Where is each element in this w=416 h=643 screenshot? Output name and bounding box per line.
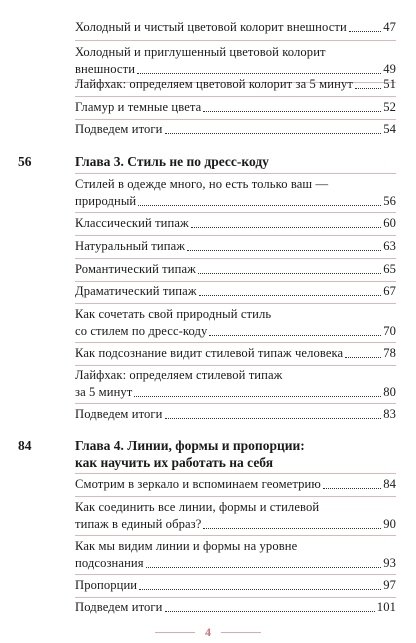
entry-page: 84 [383,477,396,491]
entry-cool-clear-color[interactable] [75,19,396,36]
entry-proportions[interactable] [75,577,396,594]
dot-leader [191,227,381,228]
entry-summary-ch3[interactable] [75,406,396,423]
row-divider [75,281,396,282]
dot-leader [203,528,381,529]
dot-leader [199,295,382,296]
entry-page: 63 [383,239,396,253]
chapter-3-number: 56 [18,154,32,169]
entry-summary-top[interactable] [75,121,396,138]
entry-page: 90 [383,517,396,531]
entry-title-line: Как сочетать свой природный стиль [75,307,272,321]
dot-leader [165,611,375,612]
dot-leader [139,589,381,590]
entry-lifehack-style[interactable] [75,367,396,401]
entry-title-line: Как соединить все линии, формы и стилевой [75,500,320,514]
row-divider [75,473,396,474]
chapter-3-title[interactable]: Глава 3. Стиль не по дресс-коду [75,154,269,169]
entry-page: 78 [383,346,396,360]
entry-title-line: Как мы видим линии и формы на уровне [75,539,298,553]
entry-title: Подведем итоги [75,407,163,421]
dot-leader [355,88,381,89]
entry-title: Романтический типаж [75,262,196,276]
entry-title-line: внешности [75,62,136,76]
entry-natural-type[interactable] [75,238,396,255]
entry-mirror-geometry[interactable] [75,476,396,493]
entry-title-line: подсознания [75,556,144,570]
entry-lines-subconscious[interactable] [75,538,396,572]
entry-page: 83 [383,407,396,421]
entry-title: Пропорции [75,578,138,592]
row-divider [75,597,396,598]
row-divider [75,40,396,41]
entry-title-line: Холодный и приглушенный цветовой колорит [75,45,326,59]
entry-dramatic-type[interactable] [75,283,396,300]
entry-page: 101 [376,600,396,614]
row-divider [75,119,396,120]
entry-page: 67 [383,284,396,298]
dot-leader [203,111,381,112]
entry-chapter3-intro[interactable] [75,176,396,210]
footer-rule-left [155,632,195,633]
dot-leader [198,273,381,274]
row-divider [75,535,396,536]
entry-summary-ch4[interactable] [75,599,396,616]
entry-glamour-dark[interactable] [75,99,396,116]
entry-title-line: типаж в единый образ? [75,517,202,531]
entry-page: 70 [383,324,396,338]
row-divider [75,365,396,366]
entry-title: Драматический типаж [75,284,197,298]
entry-title: Холодный и чистый цветовой колорит внешности [75,20,347,34]
entry-page: 52 [383,100,396,114]
page-number: 4 [205,624,211,639]
row-divider [75,173,396,174]
entry-title: Смотрим в зеркало и вспоминаем геометрию [75,477,321,491]
entry-page: 47 [383,20,396,34]
dot-leader [345,357,381,358]
dot-leader [349,31,381,32]
entry-title: Как подсознание видит стилевой типаж человека [75,346,344,360]
dot-leader [134,396,381,397]
row-divider [75,342,396,343]
entry-title-line: Лайфхак: определяем стилевой типаж [75,368,283,382]
dot-leader [165,418,382,419]
dot-leader [165,133,382,134]
entry-title-line: за 5 минут [75,385,133,399]
row-divider [75,303,396,304]
dot-leader [187,250,381,251]
entry-title: Классический типаж [75,216,189,230]
dot-leader [137,73,381,74]
entry-page: 80 [383,385,396,399]
entry-page: 54 [383,122,396,136]
dot-leader [138,205,381,206]
row-divider [75,96,396,97]
entry-title: Натуральный типаж [75,239,186,253]
entry-cool-muted-color[interactable] [75,44,396,78]
entry-page: 49 [383,62,396,76]
entry-page: 93 [383,556,396,570]
row-divider [75,496,396,497]
entry-title-line: природный [75,194,137,208]
entry-page: 97 [383,578,396,592]
row-divider [75,212,396,213]
chapter-4-number: 84 [18,438,32,453]
chapter-4-title-line: Глава 4. Линии, формы и пропорции: [75,438,305,453]
entry-page: 60 [383,216,396,230]
entry-classic-type[interactable] [75,215,396,232]
entry-subconscious-type[interactable] [75,345,396,362]
chapter-4-title-line: как научить их работать на себя [75,455,274,470]
chapter-4-title[interactable] [75,437,305,471]
row-divider [75,235,396,236]
entry-page: 65 [383,262,396,276]
dot-leader [146,567,382,568]
row-divider [75,258,396,259]
entry-lifehack-color[interactable] [75,76,396,93]
entry-combine-style[interactable] [75,306,396,340]
footer-rule-right [221,632,261,633]
entry-page: 51 [383,77,396,91]
dot-leader [209,335,381,336]
row-divider [75,403,396,404]
row-divider [75,574,396,575]
entry-title: Гламур и темные цвета [75,100,202,114]
page-footer [0,622,416,642]
dot-leader [323,488,381,489]
entry-page: 56 [383,194,396,208]
entry-title: Лайфхак: определяем цветовой колорит за 5 минут [75,77,353,91]
entry-combine-lines[interactable] [75,499,396,533]
entry-romantic-type[interactable] [75,261,396,278]
entry-title-line: со стилем по дресс-коду [75,324,208,338]
entry-title: Подведем итоги [75,122,163,136]
entry-title: Подведем итоги [75,600,163,614]
entry-title-line: Стилей в одежде много, но есть только ваш — [75,177,329,191]
